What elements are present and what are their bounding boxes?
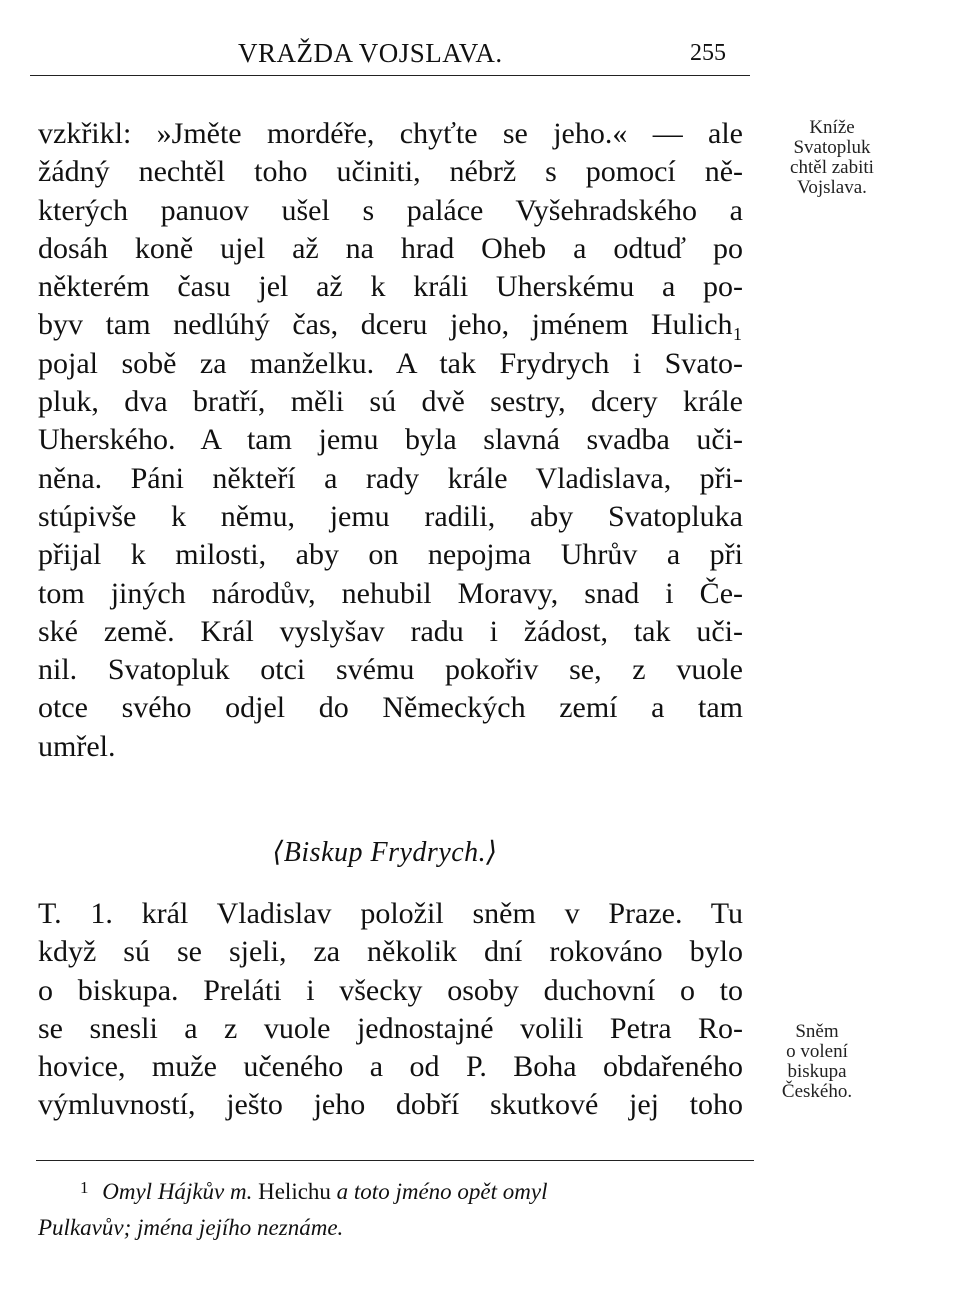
section-heading-text: ⟨Biskup Frydrych.⟩ [272, 837, 498, 868]
footnote-mark: 1 [80, 1178, 89, 1197]
text-line: umřel. [38, 729, 116, 763]
margin-note-line: Českého. [781, 1081, 853, 1102]
header-rule [30, 75, 750, 76]
running-title: VRAŽDA VOJSLAVA. [238, 38, 503, 68]
margin-note-svatopluk [752, 118, 912, 198]
margin-note-line: biskupa [787, 1061, 847, 1082]
footnote-line-2: Pulkavův; jména jejího neznáme. [38, 1215, 344, 1240]
text-line: otce svého odjel do Německých zemí a tam [38, 691, 743, 725]
footnote-text-a: Omyl Hájkův m. [102, 1179, 253, 1204]
footnote-text-c: a toto jméno opět omyl [336, 1179, 548, 1204]
text-line: některém času jel až k králi Uherskému a po- [38, 270, 743, 304]
text-line: pluk, dva bratří, měli sú dvě sestry, dcery krále [38, 385, 743, 419]
footnote-text-b: Helichu [258, 1179, 331, 1204]
text-line: ské země. Král vyslyšav radu i žádost, tak uči- [38, 614, 743, 648]
margin-note-line: Vojslava. [797, 177, 867, 198]
text-line: výmluvností, ješto jeho dobří skutkové jej toho [38, 1088, 743, 1122]
text-line: něna. Páni někteří a rady krále Vladislava, při- [38, 461, 743, 495]
body-text-part2 [38, 895, 743, 1125]
text-line: kterých panuov ušel s paláce Vyšehradského a [38, 193, 743, 227]
text-line: dosáh koně ujel až na hrad Oheb a odtuď po [38, 231, 743, 265]
text-line: tom jiných národův, nehubil Moravy, snad i Če- [38, 576, 743, 610]
text-line: o biskupa. Preláti i všecky osoby duchovní o to [38, 973, 743, 1007]
body-text-part1 [38, 115, 743, 766]
text-line: když sú se sjeli, za několik dní rokováno bylo [38, 935, 743, 969]
running-header [0, 0, 960, 90]
margin-note-line: o volení [786, 1041, 848, 1062]
margin-note-line: Sněm [795, 1021, 839, 1042]
text-line: stúpivše k němu, jemu radili, aby Svatopluka [38, 499, 743, 533]
margin-note-line: chtěl zabiti [790, 157, 874, 178]
text-line: hovice, muže učeného a od P. Boha obdařeného [38, 1050, 743, 1084]
section-heading [0, 835, 960, 869]
text-line: žádný nechtěl toho učiniti, nébrž s pomocí ně- [38, 155, 743, 189]
text-line: byv tam nedlúhý čas, dceru jeho, jménem Hulich₁ [38, 308, 743, 342]
margin-note-line: Kníže [809, 117, 855, 138]
margin-note-line: Svatopluk [793, 137, 871, 158]
text-line: nil. Svatopluk otci svému pokořiv se, z vuole [38, 653, 743, 687]
text-line: Uherského. A tam jemu byla slavná svadba uči- [38, 423, 743, 457]
page-number: 255 [690, 40, 726, 66]
text-line: pojal sobě za manželku. A tak Frydrych i Svato- [38, 346, 743, 380]
footnote [38, 1170, 758, 1246]
footnote-rule [36, 1160, 754, 1161]
margin-note-snem [752, 1022, 882, 1102]
text-line: vzkřikl: »Jměte mordéře, chyťte se jeho.« — ale [38, 117, 743, 150]
text-line: T. 1. král Vladislav položil sněm v Praze. Tu [38, 897, 743, 930]
text-line: přijal k milosti, aby on nepojma Uhrův a při [38, 538, 743, 572]
text-line: se snesli a z vuole jednostajné volili Petra Ro- [38, 1011, 743, 1045]
footnote-line-1 [38, 1170, 758, 1210]
